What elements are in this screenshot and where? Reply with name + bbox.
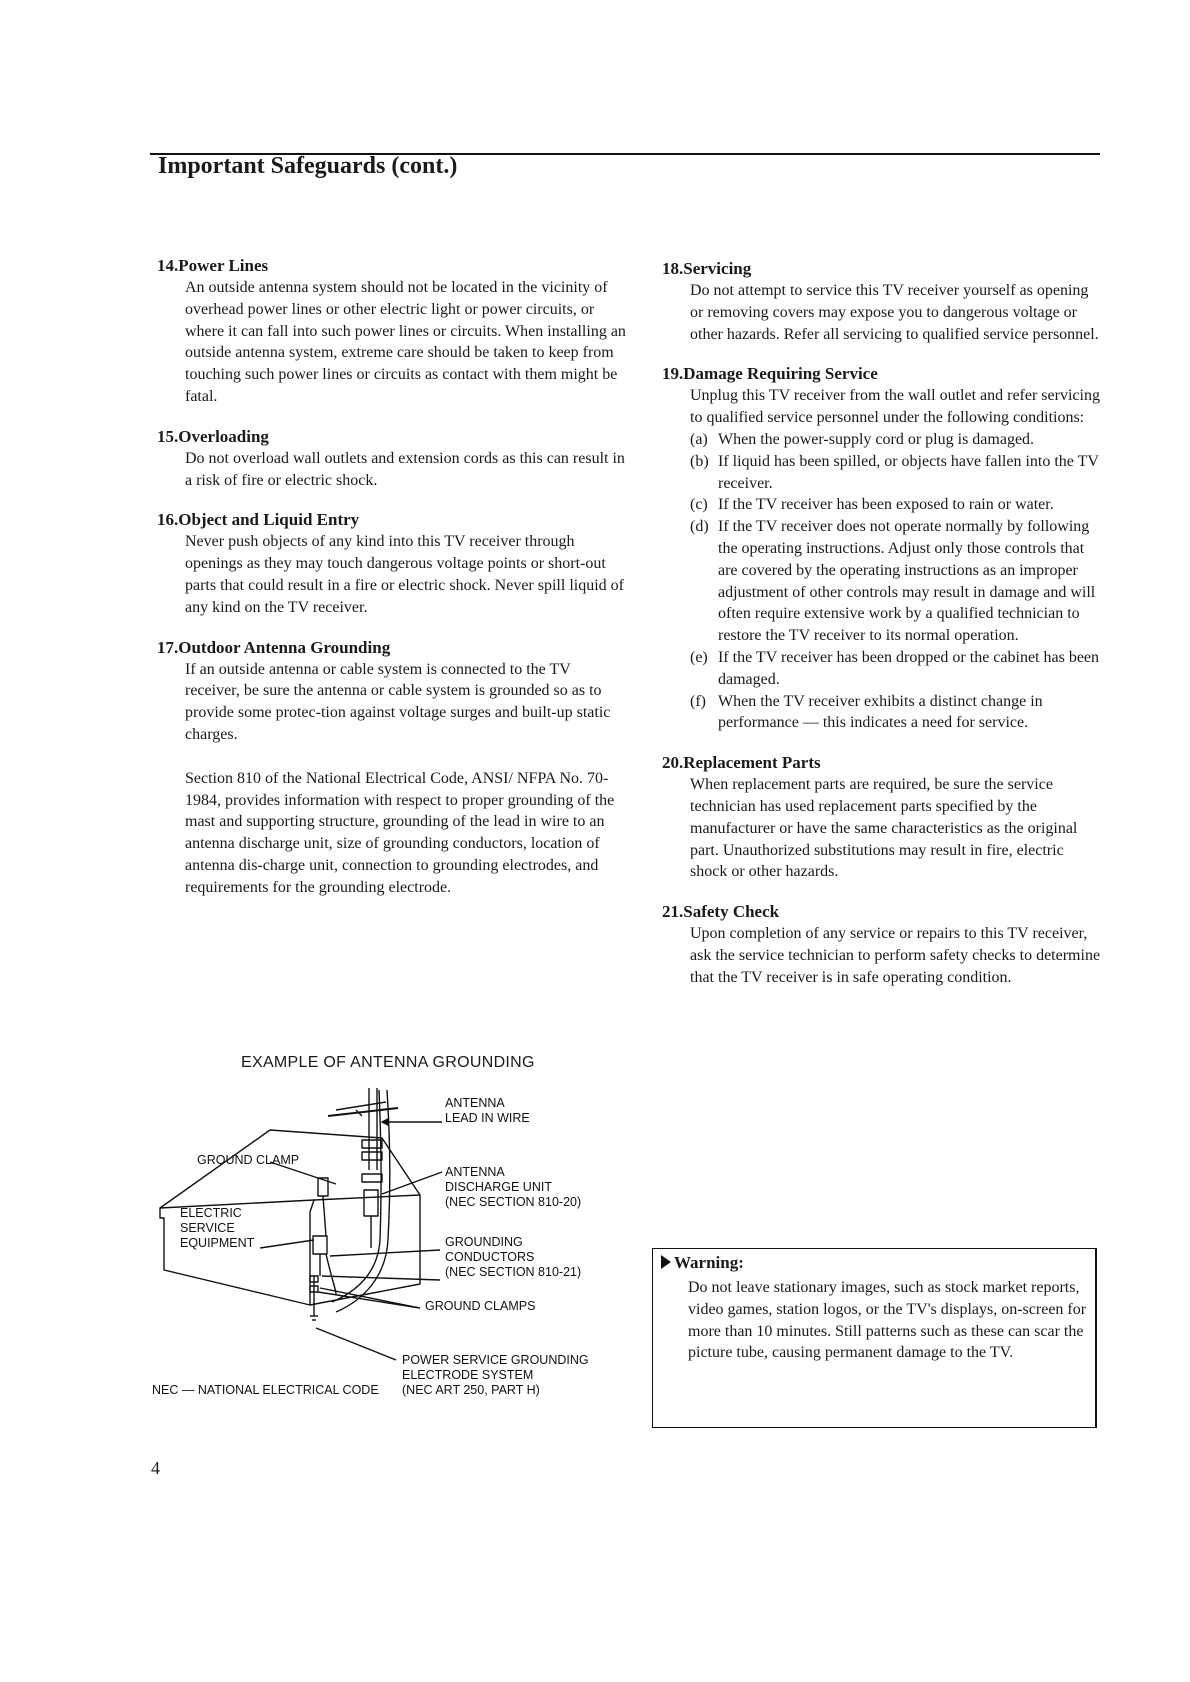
list-item — [690, 494, 1102, 516]
label-antenna-lead-in: LEAD IN WIRE — [445, 1111, 530, 1125]
section-heading: Servicing — [683, 259, 752, 278]
list-item-text: If liquid has been spilled, or objects have fallen into the TV receiver. — [718, 452, 1099, 492]
section-heading: Overloading — [178, 426, 269, 446]
section-number: 18. — [662, 259, 684, 278]
label-power-service-grounding: ELECTRODE SYSTEM — [402, 1368, 534, 1382]
list-item-text: If the TV receiver does not operate normally by following the operating instructions. Adjust only those controls that are covered by the operating instructions as an improper adjustment of other controls may result in damage and will often require extensive work by a qualified technician to restore the TV receiver to its normal operation. — [718, 518, 1096, 645]
label-grounding-conductors: GROUNDING — [445, 1235, 523, 1249]
label-discharge-unit: ANTENNA — [445, 1165, 505, 1179]
section-heading: Power Lines — [178, 256, 269, 275]
list-marker: (d) — [690, 518, 709, 536]
right-column — [662, 258, 1102, 1007]
antenna-grounding-diagram — [150, 1080, 650, 1420]
section-paragraph: Never push objects of any kind into this TV receiver through openings as they may touch dangerous voltage points or short-out parts that could result in a fire or electric shock. Never spill liquid of any kind on the TV receiver. — [185, 533, 624, 616]
list-item-text: When the TV receiver exhibits a distinct change in performance — this indicates a need for service. — [718, 692, 1043, 732]
page-number: 4 — [151, 1458, 160, 1478]
section-paragraph: Unplug this TV receiver from the wall outlet and refer servicing to qualified service personnel under the following conditions: — [690, 387, 1100, 427]
section-number: 14. — [157, 256, 179, 275]
section-damage-requiring-service — [662, 363, 1102, 734]
section-number: 16. — [157, 510, 179, 530]
section-number: 19. — [662, 364, 684, 384]
section-paragraph: When replacement parts are required, be sure the service technician has used replacement parts specified by the manufacturer or have the same characteristics as the original part. Unauthorized substitutions may result in fire, electric shock or other hazards. — [690, 776, 1078, 881]
list-item — [690, 647, 1102, 691]
list-marker: (c) — [690, 496, 708, 514]
warning-text: Do not leave stationary images, such as stock market reports, video games, station logos, or the TV's displays, on-screen for more than 10 minutes. Still patterns such as these can scar the picture tube, causing permanent damage to the TV. — [688, 1279, 1087, 1362]
ground-clamp-mark — [362, 1140, 382, 1148]
label-nec-note: NEC — NATIONAL ELECTRICAL CODE — [152, 1383, 379, 1397]
label-ground-clamps: GROUND CLAMPS — [425, 1299, 536, 1313]
section-paragraph: Do not overload wall outlets and extension cords as this can result in a risk of fire or electric shock. — [185, 449, 625, 489]
section-paragraph: An outside antenna system should not be located in the vicinity of overhead power lines or other electric light or power circuits, or where it can fall into such power lines or circuits. When installing an outside antenna system, extreme care should be taken to keep from touching such power lines or circuits as contact with them might be fatal. — [185, 279, 626, 405]
section-heading: Damage Requiring Service — [683, 364, 878, 384]
section-number: 15. — [157, 426, 179, 446]
section-paragraph: Section 810 of the National Electrical Code, ANSI/ NFPA No. 70-1984, provides information with respect to proper grounding of the mast and supporting structure, grounding of the lead in wire to an antenna discharge unit, size of grounding conductors, location of antenna dis-charge unit, connection to grounding electrodes, and requirements for the grounding electrode. — [185, 769, 615, 896]
list-item — [690, 451, 1102, 495]
section-paragraph: Upon completion of any service or repairs to this TV receiver, ask the service technician to perform safety checks to determine that the TV receiver is in safe operating condition. — [690, 925, 1101, 986]
label-electric-service: EQUIPMENT — [180, 1236, 255, 1250]
label-power-service-grounding: (NEC ART 250, PART H) — [402, 1383, 540, 1397]
label-grounding-conductors: (NEC SECTION 810-21) — [445, 1265, 582, 1279]
warning-box — [652, 1248, 1097, 1428]
list-item-text: If the TV receiver has been dropped or the cabinet has been damaged. — [718, 648, 1100, 688]
lead-in-wire — [332, 1090, 381, 1302]
label-grounding-conductors: CONDUCTORS — [445, 1250, 535, 1264]
label-ground-clamp: GROUND CLAMP — [197, 1153, 300, 1167]
list-item — [690, 429, 1102, 451]
section-power-lines — [157, 255, 627, 408]
list-item — [690, 691, 1102, 735]
section-number: 21. — [662, 902, 684, 922]
section-outdoor-antenna-grounding — [157, 637, 627, 899]
section-paragraph: If an outside antenna or cable system is connected to the TV receiver, be sure the antenna or cable system is grounded so as to provide some protec-tion against voltage surges and built-up static charges. — [185, 660, 611, 743]
list-marker: (f) — [690, 692, 706, 710]
list-marker: (e) — [690, 648, 708, 666]
discharge-unit — [364, 1190, 378, 1216]
section-paragraph: Do not attempt to service this TV receiver yourself as opening or removing covers may expose you to dangerous voltage or other hazards. Refer all servicing to qualified service personnel. — [690, 282, 1099, 343]
section-number: 17. — [157, 637, 179, 657]
left-column — [157, 255, 627, 917]
section-servicing — [662, 258, 1102, 345]
section-heading: Replacement Parts — [683, 753, 821, 773]
section-heading: Object and Liquid Entry — [178, 510, 360, 530]
section-number: 20. — [662, 753, 684, 773]
label-antenna-lead-in: ANTENNA — [445, 1096, 505, 1110]
list-item — [690, 516, 1102, 647]
label-power-service-grounding: POWER SERVICE GROUNDING — [402, 1353, 589, 1367]
warning-arrow-icon — [661, 1255, 671, 1269]
section-heading: Safety Check — [683, 902, 780, 922]
diagram-caption: EXAMPLE OF ANTENNA GROUNDING — [241, 1054, 535, 1071]
list-item-text: When the power-supply cord or plug is damaged. — [718, 430, 1035, 448]
conditions-list — [690, 429, 1102, 734]
label-discharge-unit: DISCHARGE UNIT — [445, 1180, 552, 1194]
section-replacement-parts — [662, 752, 1102, 883]
list-marker: (a) — [690, 430, 708, 448]
label-discharge-unit: (NEC SECTION 810-20) — [445, 1195, 582, 1209]
list-item-text: If the TV receiver has been exposed to rain or water. — [718, 496, 1054, 514]
section-overloading — [157, 426, 627, 492]
label-electric-service: SERVICE — [180, 1221, 235, 1235]
warning-heading: Warning: — [674, 1253, 744, 1272]
page-title: Important Safeguards (cont.) — [158, 153, 458, 179]
label-electric-service: ELECTRIC — [180, 1206, 242, 1220]
section-object-liquid-entry — [157, 509, 627, 618]
section-safety-check — [662, 901, 1102, 988]
list-marker: (b) — [690, 452, 709, 470]
section-heading: Outdoor Antenna Grounding — [178, 637, 391, 657]
